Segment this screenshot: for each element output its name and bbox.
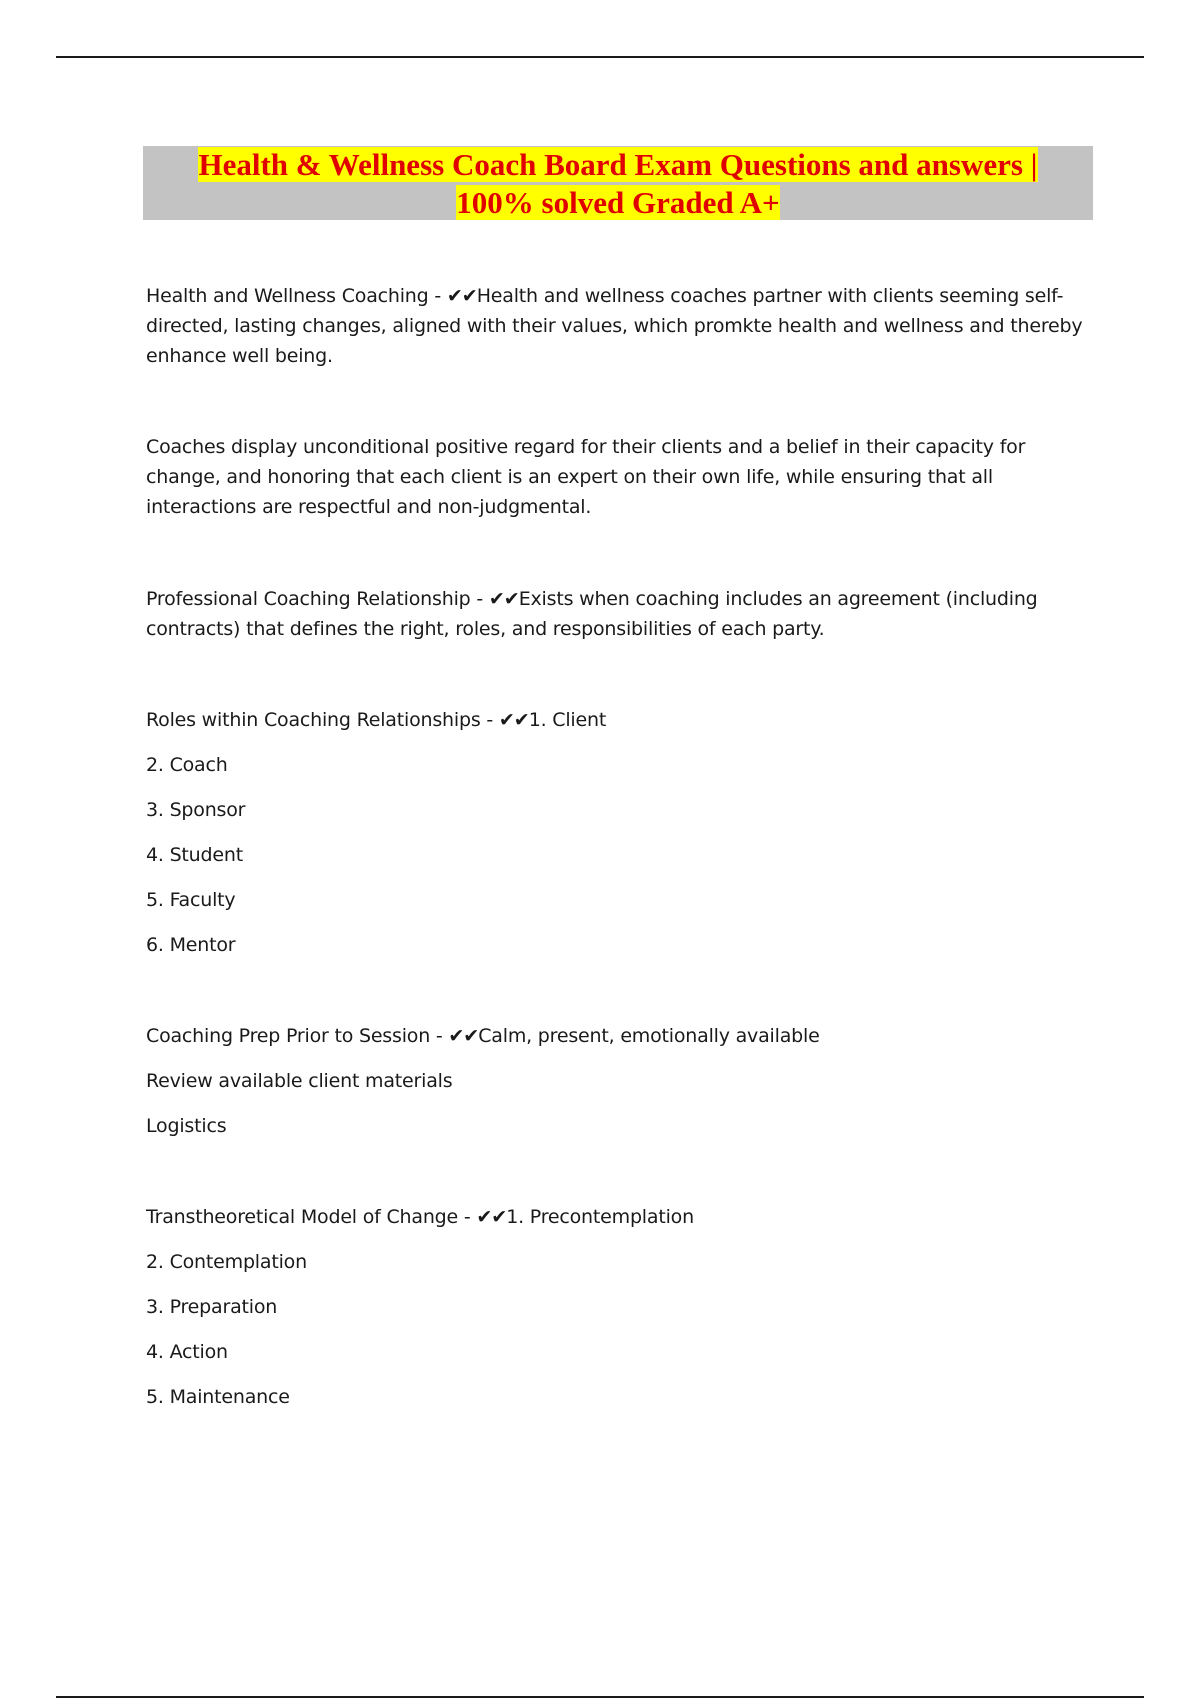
list-item: 2. Contemplation (146, 1251, 307, 1273)
bottom-rule (56, 1696, 1144, 1698)
check-mark-icon: ✔✔ (448, 1025, 479, 1047)
list-item: Review available client materials (146, 1070, 453, 1092)
top-rule (56, 56, 1144, 58)
entry-term: Roles within Coaching Relationships - (146, 709, 499, 731)
entry-health-wellness-coaching (146, 281, 1086, 371)
entry-answer: Calm, present, emotionally available (478, 1025, 820, 1047)
entry-roles-within-coaching (146, 705, 1086, 960)
check-mark-icon: ✔✔ (446, 285, 477, 307)
entry-answer: 1. Precontemplation (506, 1206, 694, 1228)
list-item: 2. Coach (146, 754, 228, 776)
list-item: 3. Sponsor (146, 799, 246, 821)
list-item: 3. Preparation (146, 1296, 278, 1318)
check-mark-icon: ✔✔ (488, 588, 519, 610)
entry-coaches-display (146, 432, 1086, 522)
entry-answer: Exists when coaching includes an agreement (including contracts) that defines the right, roles, and responsibilities of each party. (146, 588, 1038, 640)
check-mark-icon: ✔✔ (476, 1206, 507, 1228)
entry-coaching-prep (146, 1021, 1086, 1141)
list-item: 5. Maintenance (146, 1386, 290, 1408)
title-line-1: Health & Wellness Coach Board Exam Questions and answers | (198, 147, 1038, 182)
check-mark-icon: ✔✔ (498, 709, 529, 731)
title-line-2: 100% solved Graded A+ (456, 185, 780, 220)
entry-term: Transtheoretical Model of Change - (146, 1206, 477, 1228)
entry-term: Health and Wellness Coaching - (146, 285, 447, 307)
list-item: Logistics (146, 1115, 227, 1137)
entry-term: Professional Coaching Relationship - (146, 588, 489, 610)
document-body (146, 281, 1086, 1412)
list-item: 4. Student (146, 844, 243, 866)
entry-term: Coaching Prep Prior to Session - (146, 1025, 449, 1047)
list-item: 4. Action (146, 1341, 228, 1363)
entry-answer: Health and wellness coaches partner with clients seeming self-directed, lasting changes, aligned with their values, which promkte health and wellness and thereby enhance well being. (146, 285, 1083, 367)
entry-answer: 1. Client (528, 709, 607, 731)
list-item: 5. Faculty (146, 889, 236, 911)
list-item: 6. Mentor (146, 934, 236, 956)
entry-professional-coaching-relationship (146, 584, 1086, 644)
entry-transtheoretical-model (146, 1202, 1086, 1412)
entry-paragraph: Coaches display unconditional positive regard for their clients and a belief in their capacity for change, and honoring that each client is an expert on their own life, while ensuring that all interactions are respectful and non-judgmental. (146, 436, 1026, 518)
document-title (143, 146, 1093, 220)
